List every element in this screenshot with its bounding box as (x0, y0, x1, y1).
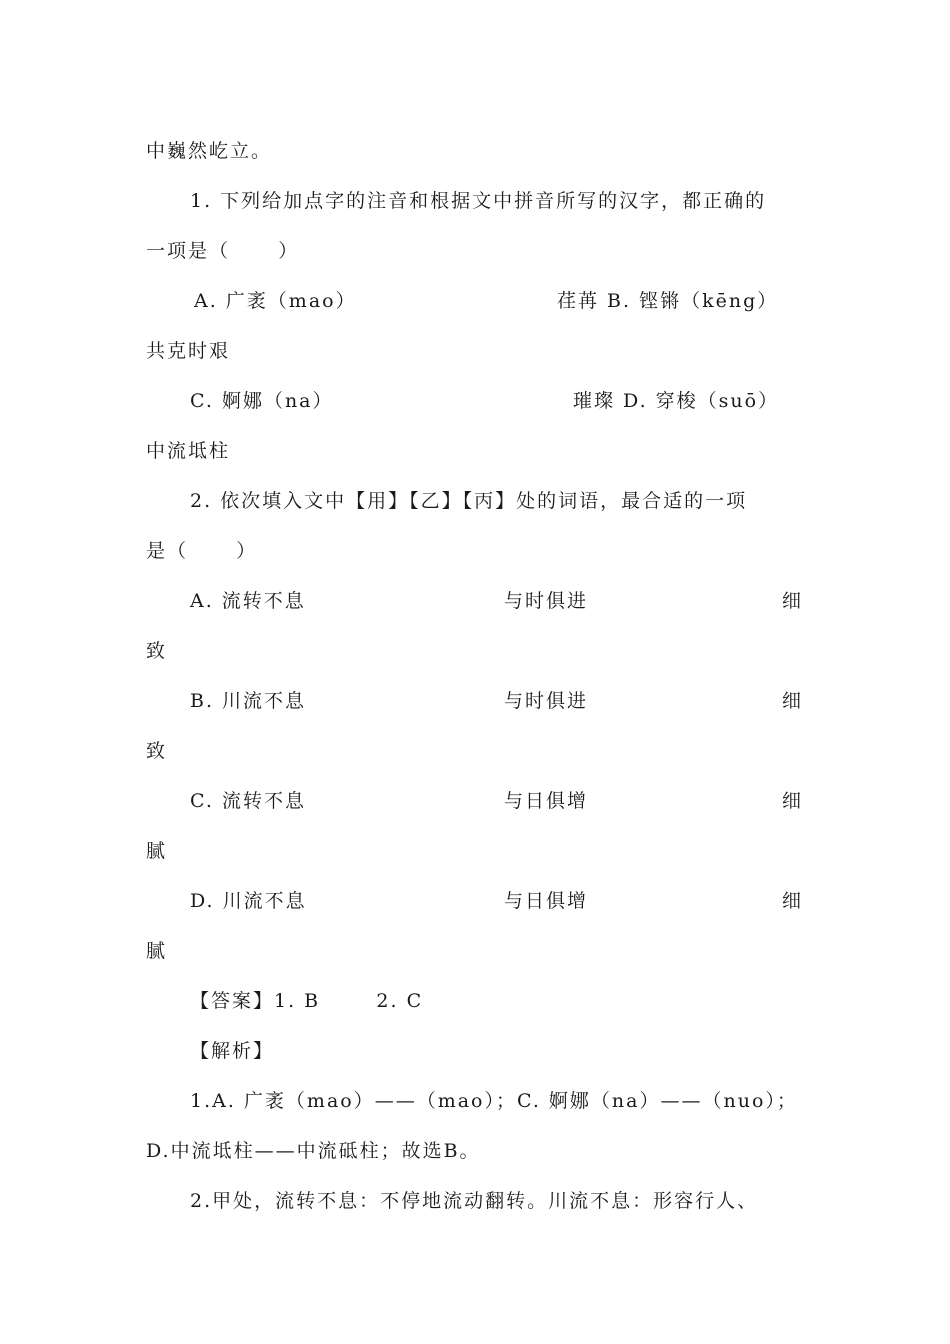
question-2-option-d-third: 细 (782, 890, 804, 912)
analysis-line-1: 1.A. 广袤（mao）——（mao）；C. 婀娜（na）——（nuo）； (190, 1090, 798, 1112)
answer-line: 【答案】1. B 2. C (190, 990, 424, 1012)
question-1-option-b-tail: 共克时艰 (146, 340, 231, 362)
question-2-option-c-tail: 腻 (146, 840, 168, 862)
question-2-stem-cont: 是（ ） (146, 540, 258, 562)
question-2-option-c-first: C. 流转不息 (190, 790, 306, 812)
question-2-option-d-first: D. 川流不息 (190, 890, 307, 912)
analysis-line-2: D.中流坻柱——中流砥柱；故选B。 (146, 1140, 481, 1162)
question-1-option-d-tail: 中流坻柱 (146, 440, 231, 462)
analysis-heading: 【解析】 (190, 1040, 275, 1062)
question-2-option-b-third: 细 (782, 690, 804, 712)
question-2-option-a-first: A. 流转不息 (190, 590, 306, 612)
question-2-option-b-first: B. 川流不息 (190, 690, 307, 712)
question-2-option-c-second: 与日俱增 (504, 790, 589, 812)
paragraph-continuation: 中巍然屹立。 (146, 140, 273, 162)
question-2-option-a-tail: 致 (146, 640, 168, 662)
question-2-option-a-third: 细 (782, 590, 804, 612)
question-1-option-a-word: 荏苒 B. 铿锵（kēng） (557, 290, 779, 312)
question-2-option-c-third: 细 (782, 790, 804, 812)
question-1-option-c-word: 璀璨 D. 穿梭（suō） (573, 390, 780, 412)
question-2-option-b-tail: 致 (146, 740, 168, 762)
question-2-option-a-second: 与时俱进 (504, 590, 589, 612)
question-1-stem-cont: 一项是（ ） (146, 240, 300, 262)
question-1-option-a: A. 广袤（mao） (194, 290, 357, 312)
question-2-stem: 2. 依次填入文中【用】【乙】【丙】处的词语，最合适的一项 (190, 490, 748, 512)
question-1-stem: 1. 下列给加点字的注音和根据文中拼音所写的汉字，都正确的 (190, 190, 767, 212)
question-2-option-d-second: 与日俱增 (504, 890, 589, 912)
analysis-line-3: 2.甲处，流转不息：不停地流动翻转。川流不息：形容行人、 (190, 1190, 759, 1212)
question-1-option-c: C. 婀娜（na） (190, 390, 334, 412)
question-2-option-d-tail: 腻 (146, 940, 168, 962)
question-2-option-b-second: 与时俱进 (504, 690, 589, 712)
